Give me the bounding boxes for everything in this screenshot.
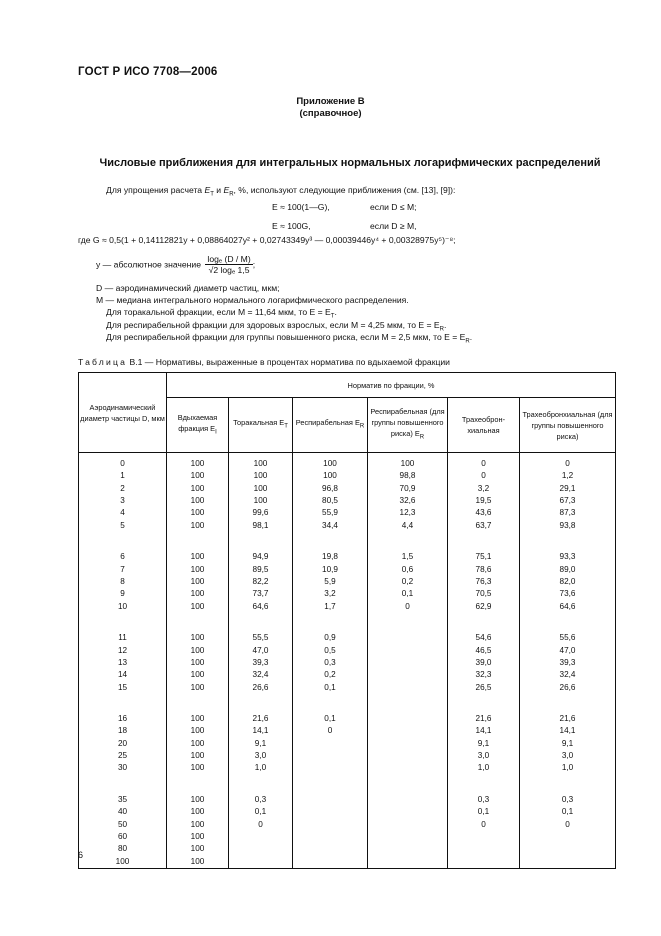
table-cell: 12 — [117, 645, 128, 655]
table-cell: 29,1 — [559, 483, 576, 493]
equation-1-condition: если D ≤ M; — [370, 202, 417, 212]
table-caption — [78, 357, 450, 367]
table-cell — [293, 819, 367, 831]
table-cell: 100 — [190, 819, 205, 829]
d-definition: D — аэродинамический диаметр частиц, мкм; — [96, 283, 280, 293]
table-cell — [368, 632, 447, 644]
table-cell: 35 — [117, 794, 128, 804]
table-cell: 50 — [117, 819, 128, 829]
table-cell — [368, 738, 447, 750]
table-cell: 3,0 — [561, 751, 574, 761]
table-cell — [229, 843, 292, 855]
table-cell: 100 — [190, 645, 205, 655]
thoracic-note-text: Для торакальной фракции, если M = 11,64 мкм, то E = E — [106, 307, 331, 317]
table-cell: 100 — [190, 459, 205, 468]
table-cell: 100 — [190, 520, 205, 530]
table-cell: 10,9 — [322, 564, 338, 574]
table-cell: 100 — [253, 483, 268, 493]
table-cell: 80 — [117, 844, 128, 854]
table-cell: 0 — [120, 459, 125, 468]
table-cell: 100 — [190, 552, 205, 562]
table-cell: 0,1 — [254, 807, 267, 817]
equation-2: E ≈ 100G, — [272, 221, 311, 231]
intro-paragraph: Для упрощения расчета $E_T$ и $E_R$, %, используют следующие приближения (см. [13], [9]): — [106, 185, 456, 198]
table-cell: 0,3 — [254, 794, 267, 804]
table-cell: 82,2 — [252, 576, 269, 586]
table-cell: 64,6 — [559, 601, 576, 611]
table-cell: 21,6 — [559, 714, 576, 724]
table-cell: 19,8 — [322, 552, 338, 562]
table-cell: 100 — [190, 714, 205, 724]
table-caption-label: Таблица — [78, 357, 128, 367]
table-cell: 7 — [120, 564, 125, 574]
respirable-healthy-note: Для респирабельной фракции для здоровых взрослых, если M = 4,25 мкм, то $E = E_R$. — [106, 320, 447, 333]
table-cell: 100 — [115, 856, 130, 866]
table-cell: 93,3 — [559, 552, 576, 562]
table-cell — [293, 762, 367, 774]
column-respirable-risk — [368, 453, 448, 869]
table-cell: 47,0 — [559, 645, 576, 655]
table-cell: 100 — [190, 794, 205, 804]
table-cell: 3,2 — [324, 589, 336, 599]
respirable-healthy-text: Для респирабельной фракции для здоровых взрослых, если M = 4,25 мкм, то E = E — [106, 320, 440, 330]
table-cell: 13 — [117, 657, 128, 667]
table-cell: 14,1 — [252, 726, 269, 736]
table-cell: 100 — [190, 856, 205, 866]
table-cell: 98,1 — [252, 520, 269, 530]
table-cell: 40 — [117, 807, 128, 817]
table-cell: 89,5 — [252, 564, 269, 574]
table-cell: 100 — [190, 589, 205, 599]
table-cell: 0 — [481, 819, 486, 829]
table-cell — [229, 856, 292, 868]
table-cell: 78,6 — [475, 564, 492, 574]
column-tracheobronchial-risk — [520, 453, 616, 869]
table-cell: 14,1 — [559, 726, 576, 736]
fraction-denominator: √2 logₑ 1,5 — [208, 265, 250, 275]
table-cell: 0,6 — [401, 564, 414, 574]
table-cell: 14 — [117, 670, 128, 680]
header-respirable: Респирабельная $E_R$ — [293, 398, 368, 453]
table-cell: 54,6 — [475, 633, 492, 643]
table-cell: 0,2 — [324, 670, 336, 680]
table-cell — [293, 794, 367, 806]
table-cell: 46,5 — [475, 645, 492, 655]
header-tracheobronchial: Трахеоброн-хиальная — [448, 398, 520, 453]
table-cell: 0 — [258, 819, 263, 829]
column-inhalable — [167, 453, 229, 869]
table-cell: 0 — [565, 819, 570, 829]
table-cell — [368, 806, 447, 818]
thoracic-note: Для торакальной фракции, если M = 11,64 мкм, то $E = E_T$. — [106, 307, 337, 320]
table-cell: 100 — [190, 763, 205, 773]
table-cell: 73,7 — [252, 589, 269, 599]
table-cell: 89,0 — [559, 564, 576, 574]
table-cell — [368, 657, 447, 669]
table-cell: 0,1 — [561, 807, 574, 817]
table-cell — [368, 682, 447, 694]
table-cell: 19,5 — [475, 496, 492, 506]
table-cell: 12,3 — [399, 508, 416, 518]
table-cell: 3,0 — [254, 751, 267, 761]
table-cell: 0 — [481, 471, 486, 481]
table-cell: 0 — [481, 459, 486, 468]
table-cell: 9,1 — [477, 738, 490, 748]
table-cell: 82,0 — [559, 576, 576, 586]
table-cell: 100 — [190, 508, 205, 518]
table-cell: 100 — [190, 807, 205, 817]
table-cell: 47,0 — [252, 645, 269, 655]
table-cell: 0,3 — [477, 794, 490, 804]
y-definition-text: y — абсолютное значение — [96, 259, 202, 270]
header-diameter: Аэродинамический диаметр частицы D, мкм — [79, 373, 167, 453]
table-cell: 25 — [117, 751, 128, 761]
table-cell: 0,9 — [324, 633, 336, 643]
table-cell — [368, 669, 447, 681]
table-cell — [229, 831, 292, 843]
header-thoracic: Торакальная $E_T$ — [229, 398, 293, 453]
table-cell: 0 — [405, 601, 410, 611]
table-cell: 70,9 — [399, 483, 416, 493]
table-cell: 3,0 — [477, 751, 490, 761]
table-cell: 0,1 — [401, 589, 414, 599]
table-cell — [293, 750, 367, 762]
table-cell: 100 — [253, 459, 268, 468]
table-cell: 73,6 — [559, 589, 576, 599]
table-cell: 62,9 — [475, 601, 492, 611]
table-cell: 100 — [190, 657, 205, 667]
table-cell: 0,1 — [324, 682, 336, 692]
header-inhalable: Вдыхаемая фракция $E_I$ — [167, 398, 229, 453]
table-cell: 39,3 — [559, 657, 576, 667]
table-cell: 26,6 — [559, 682, 576, 692]
table-cell — [368, 762, 447, 774]
table-cell — [368, 794, 447, 806]
table-cell: 100 — [190, 844, 205, 854]
respirable-risk-text: Для респирабельной фракции для группы повышенного риска, если M = 2,5 мкм, то E = E — [106, 332, 466, 342]
table-cell: 1,5 — [401, 552, 414, 562]
table-cell: 43,6 — [475, 508, 492, 518]
table-cell: 5,9 — [324, 576, 336, 586]
table-cell: 1,7 — [324, 601, 336, 611]
header-tracheobronchial-risk: Трахеобронхиальная (для группы повышенного риска) — [520, 398, 616, 453]
table-cell: 26,5 — [475, 682, 492, 692]
table-cell: 6 — [120, 552, 125, 562]
table-cell: 9 — [120, 589, 125, 599]
table-cell: 99,6 — [252, 508, 269, 518]
table-cell — [448, 856, 519, 868]
table-cell: 32,6 — [399, 496, 416, 506]
y-definition: y — абсолютное значение $\frac{\text{logₑ (D / M)}}{\text{√2 logₑ 1,5}}$ ; — [96, 254, 256, 275]
column-tracheobronchial — [448, 453, 520, 869]
table-cell — [448, 831, 519, 843]
table-cell: 63,7 — [475, 520, 492, 530]
m-definition: M — медиана интегрального нормального логарифмического распределения. — [96, 295, 409, 305]
fraction-numerator: logₑ (D / M) — [207, 254, 251, 264]
table-cell: 93,8 — [559, 520, 576, 530]
table-cell: 0 — [565, 459, 570, 468]
table-cell: 9,1 — [254, 738, 267, 748]
table-cell: 0,5 — [324, 645, 336, 655]
table-cell: 0,3 — [324, 657, 336, 667]
table-cell: 0,2 — [401, 576, 414, 586]
table-cell — [368, 831, 447, 843]
table-cell: 100 — [400, 459, 415, 468]
y-fraction — [205, 254, 252, 276]
table-cell — [293, 856, 367, 868]
appendix-subtitle: (справочное) — [299, 108, 362, 119]
table-cell: 32,4 — [252, 670, 269, 680]
table-cell — [448, 843, 519, 855]
table-cell: 55,6 — [559, 633, 576, 643]
table-cell: 100 — [190, 751, 205, 761]
table-cell — [368, 856, 447, 868]
table-cell — [368, 645, 447, 657]
table-cell — [368, 819, 447, 831]
table-cell: 4,4 — [401, 520, 414, 530]
table-cell: 55,9 — [322, 508, 338, 518]
equation-2-condition: если D ≥ M, — [370, 221, 417, 231]
table-cell: 100 — [190, 633, 205, 643]
table-cell — [293, 831, 367, 843]
table-cell: 75,1 — [475, 552, 492, 562]
table-cell: 80,5 — [322, 496, 338, 506]
table-cell: 2 — [120, 483, 125, 493]
table-cell: 1,0 — [254, 763, 267, 773]
appendix-title: Приложение В — [296, 96, 365, 107]
table-cell: 1,0 — [561, 763, 574, 773]
column-diameter — [79, 453, 167, 869]
table-cell: 0 — [327, 726, 333, 736]
table-cell: 3,2 — [477, 483, 490, 493]
table-cell: 100 — [190, 471, 205, 481]
intro-text-b: , %, используют следующие приближения (см. [13], [9]): — [233, 185, 456, 195]
table-cell: 32,3 — [475, 670, 492, 680]
table-cell: 60 — [117, 832, 128, 841]
equation-1: E ≈ 100(1—G), — [272, 202, 330, 212]
table-cell: 100 — [190, 576, 205, 586]
table-cell: 100 — [190, 670, 205, 680]
table-cell: 18 — [117, 726, 128, 736]
table-cell: 55,5 — [252, 633, 269, 643]
table-cell: 96,8 — [322, 483, 338, 493]
table-cell: 10 — [117, 601, 128, 611]
header-group: Норматив по фракции, % — [167, 373, 616, 398]
column-respirable — [293, 453, 368, 869]
table-cell — [368, 713, 447, 725]
table-cell: 26,6 — [252, 682, 269, 692]
table-cell: 4 — [120, 508, 125, 518]
table-cell: 39,3 — [252, 657, 269, 667]
table-cell: 14,1 — [475, 726, 492, 736]
g-definition: где G ≈ 0,5(1 + 0,14112821y + 0,08864027y² + 0,02743349y³ — 0,00039446y⁴ + 0,00328975y⁵)⁻⁸; — [78, 235, 456, 245]
table-cell: 15 — [117, 682, 128, 692]
table-cell: 100 — [253, 471, 268, 481]
table-cell: 21,6 — [252, 714, 269, 724]
table-cell: 0,1 — [324, 714, 336, 724]
table-cell: 1 — [120, 471, 125, 481]
table-cell: 9,1 — [561, 738, 574, 748]
table-cell: 1,0 — [477, 763, 490, 773]
document-header: ГОСТ Р ИСО 7708—2006 — [78, 66, 218, 78]
section-title: Числовые приближения для интегральных нормальных логарифмических распределений — [99, 157, 601, 169]
table-cell — [293, 843, 367, 855]
header-respirable-risk: Респирабельная (для группы повышенного риска) $E_R$ — [368, 398, 448, 453]
table-cell: 100 — [190, 738, 205, 748]
table-cell: 76,3 — [475, 576, 492, 586]
table-cell: 100 — [323, 471, 337, 481]
table-cell — [520, 843, 615, 855]
table-cell: 100 — [323, 459, 337, 468]
standards-table — [78, 372, 616, 869]
table-cell: 0,3 — [561, 794, 574, 804]
table-cell: 20 — [117, 738, 128, 748]
table-cell — [368, 750, 447, 762]
table-cell: 100 — [190, 483, 205, 493]
table-cell: 0,1 — [477, 807, 490, 817]
table-cell: 98,8 — [399, 471, 416, 481]
table-cell: 67,3 — [559, 496, 576, 506]
table-cell — [520, 831, 615, 843]
table-cell — [293, 738, 367, 750]
table-cell: 100 — [190, 832, 205, 841]
table-cell: 32,4 — [559, 670, 576, 680]
table-cell: 30 — [117, 763, 128, 773]
table-cell: 87,3 — [559, 508, 576, 518]
table-cell: 11 — [118, 633, 127, 643]
table-cell: 3 — [120, 496, 125, 506]
table-cell: 21,6 — [475, 714, 492, 724]
table-cell: 8 — [120, 576, 125, 586]
table-cell — [368, 843, 447, 855]
page-number: 6 — [78, 850, 84, 860]
table-cell: 64,6 — [252, 601, 269, 611]
table-cell: 34,4 — [322, 520, 338, 530]
table-cell: 39,0 — [475, 657, 492, 667]
table-cell: 100 — [190, 601, 205, 611]
table-cell: 100 — [190, 564, 205, 574]
table-cell: 100 — [190, 726, 205, 736]
table-cell: 16 — [117, 714, 128, 724]
table-cell: 70,5 — [475, 589, 492, 599]
table-cell: 100 — [190, 682, 205, 692]
table-cell — [293, 806, 367, 818]
table-cell: 5 — [120, 520, 125, 530]
table-caption-text: В.1 — Нормативы, выраженные в процентах норматива по вдыхаемой фракции — [129, 357, 450, 367]
respirable-risk-note: Для респирабельной фракции для группы повышенного риска, если M = 2,5 мкм, то $E = E_R$. — [106, 332, 473, 345]
column-thoracic — [229, 453, 293, 869]
table-cell — [520, 856, 615, 868]
table-cell: 1,2 — [561, 471, 574, 481]
table-cell: 100 — [253, 496, 268, 506]
intro-text-a: Для упрощения расчета — [106, 185, 205, 195]
table-cell: 94,9 — [252, 552, 269, 562]
table-cell: 100 — [190, 496, 205, 506]
table-cell — [368, 725, 447, 737]
